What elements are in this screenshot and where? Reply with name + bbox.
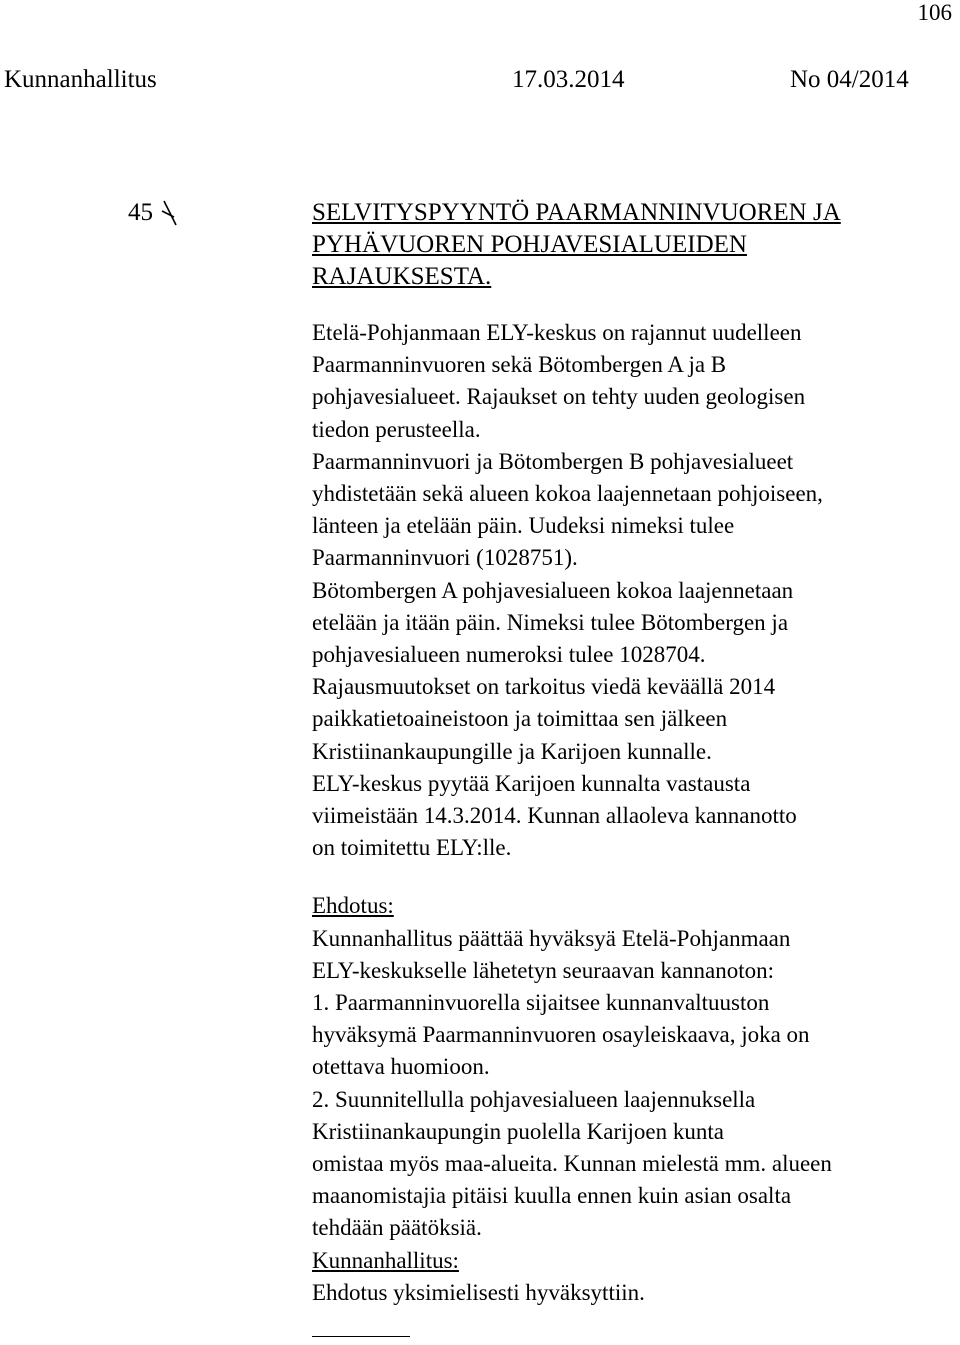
proposal-line: ELY-keskukselle lähetetyn seuraavan kannanoton: xyxy=(312,957,775,983)
proposal-line: tehdään päätöksiä. xyxy=(312,1215,482,1241)
body-line: ELY-keskus pyytää Karijoen kunnalta vastausta xyxy=(312,770,751,796)
body-line: on toimitettu ELY:lle. xyxy=(312,835,512,861)
proposal-line: Kristiinankaupungin puolella Karijoen kunta xyxy=(312,1118,724,1144)
body-line: yhdistetään sekä alueen kokoa laajennetaan pohjoiseen, xyxy=(312,481,823,507)
title-line: PYHÄVUOREN POHJAVESIALUEIDEN xyxy=(312,231,747,258)
body-text xyxy=(312,317,952,864)
page-number: 106 xyxy=(917,0,952,25)
decision-heading: Kunnanhallitus: xyxy=(312,1247,459,1273)
proposal-line: maanomistajia pitäisi kuulla ennen kuin asian osalta xyxy=(312,1183,792,1209)
decision-text: Ehdotus yksimielisesti hyväksyttiin. xyxy=(312,1279,645,1305)
body-line: pohjavesialueen numeroksi tulee 1028704. xyxy=(312,642,706,668)
header-number: No 04/2014 xyxy=(790,66,909,93)
body-line: tiedon perusteella. xyxy=(312,416,481,442)
header-organization: Kunnanhallitus xyxy=(4,66,157,93)
section-number: 45 xyxy=(128,199,153,226)
proposal-heading: Ehdotus: xyxy=(312,893,394,919)
proposal-line: 2. Suunnitellulla pohjavesialueen laajennuksella xyxy=(312,1086,756,1112)
proposal-section xyxy=(312,890,952,1244)
body-line: länteen ja etelään päin. Uudeksi nimeksi tulee xyxy=(312,513,735,539)
section-content xyxy=(312,197,952,1309)
body-line: Rajausmuutokset on tarkoitus viedä keväällä 2014 xyxy=(312,674,776,700)
decision-section xyxy=(312,1245,952,1309)
body-line: paikkatietoaineistoon ja toimittaa sen jälkeen xyxy=(312,706,728,732)
body-line: Etelä-Pohjanmaan ELY-keskus on rajannut uudelleen xyxy=(312,320,802,345)
section-title xyxy=(312,197,952,293)
header-date: 17.03.2014 xyxy=(512,66,625,93)
body-line: Bötombergen A pohjavesialueen kokoa laajennetaan xyxy=(312,577,794,603)
body-line: Paarmanninvuori (1028751). xyxy=(312,545,578,571)
body-line: etelään ja itään päin. Nimeksi tulee Bötombergen ja xyxy=(312,609,789,635)
proposal-line: omistaa myös maa-alueita. Kunnan mielestä mm. alueen xyxy=(312,1151,832,1177)
proposal-line: 1. Paarmanninvuorella sijaitsee kunnanvaltuuston xyxy=(312,990,770,1016)
body-line: viimeistään 14.3.2014. Kunnan allaoleva kannanotto xyxy=(312,803,797,829)
proposal-line: Kunnanhallitus päättää hyväksyä Etelä-Pohjanmaan xyxy=(312,925,791,951)
body-line: Kristiinankaupungille ja Karijoen kunnalle. xyxy=(312,738,712,764)
title-line: SELVITYSPYYNTÖ PAARMANNINVUOREN JA xyxy=(312,199,841,226)
document-header xyxy=(0,64,960,96)
body-line: Paarmanninvuoren sekä Bötombergen A ja B xyxy=(312,352,727,378)
proposal-line: hyväksymä Paarmanninvuoren osayleiskaava, joka on xyxy=(312,1022,810,1048)
section-sign-icon xyxy=(160,199,180,227)
closing-rule xyxy=(312,1336,410,1337)
body-line: Paarmanninvuori ja Bötombergen B pohjavesialueet xyxy=(312,448,794,474)
body-line: pohjavesialueet. Rajaukset on tehty uuden geologisen xyxy=(312,384,806,410)
proposal-line: otettava huomioon. xyxy=(312,1054,490,1080)
title-line: RAJAUKSESTA. xyxy=(312,263,492,290)
